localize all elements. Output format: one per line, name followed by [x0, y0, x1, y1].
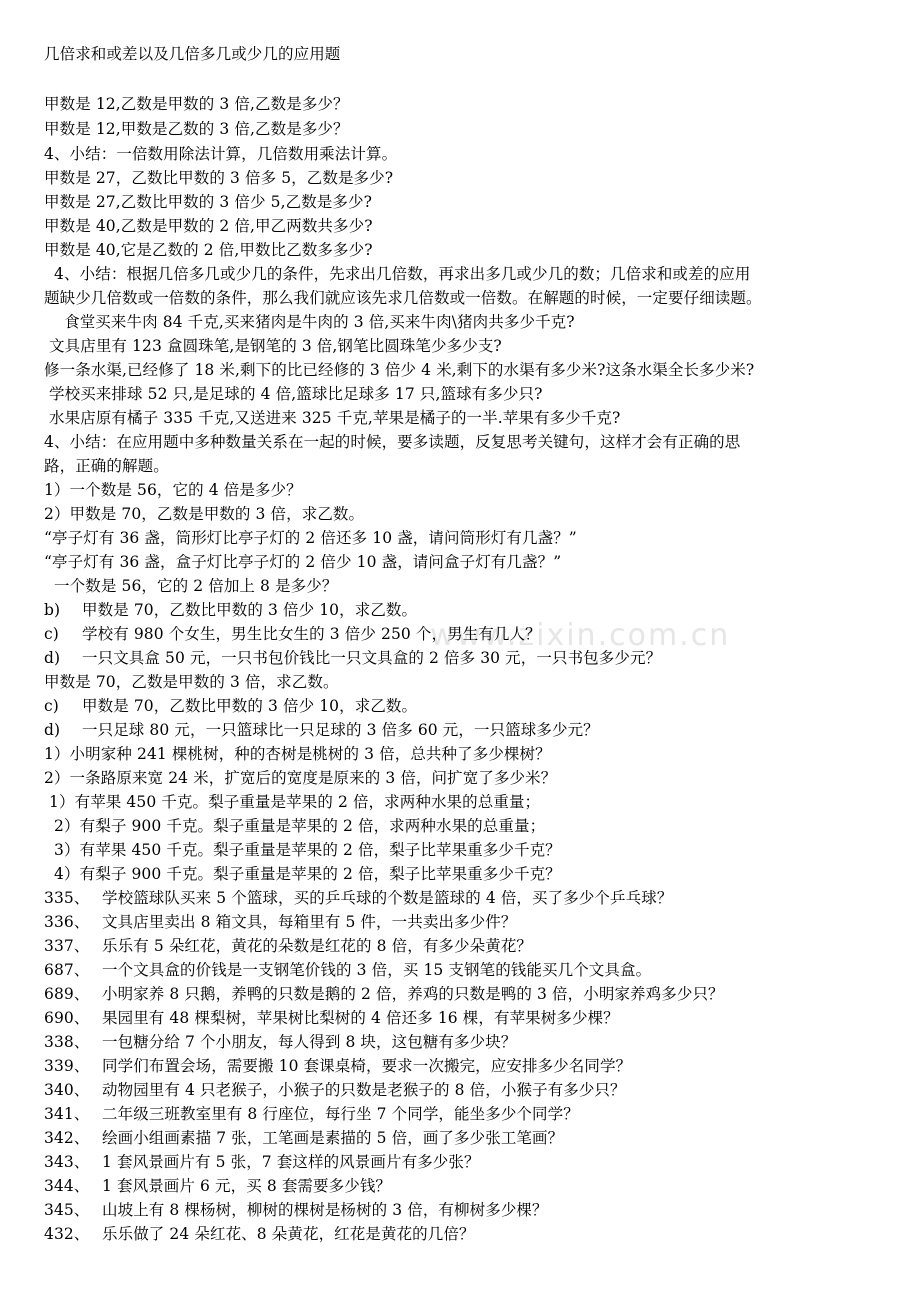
item-number: 339、	[44, 1057, 90, 1075]
numbered-item	[44, 958, 651, 982]
item-text: 一只文具盒 50 元，一只书包价钱比一只文具盒的 2 倍多 30 元，一只书包多少元？	[82, 649, 662, 667]
item-number: 687、	[44, 961, 90, 979]
text-line: 3）有苹果 450 千克。梨子重量是苹果的 2 倍，梨子比苹果重多少千克？	[44, 841, 561, 859]
text-line: 甲数是 27,乙数比甲数的 3 倍少 5,乙数是多少?	[44, 193, 373, 211]
numbered-item	[44, 982, 724, 1006]
item-text: 甲数是 70，乙数比甲数的 3 倍少 10，求乙数。	[82, 601, 418, 619]
text-line: 4、小结：根据几倍多几或少几的条件，先求出几倍数，再求出多几或少几的数；几倍求和或差的应用	[44, 265, 751, 283]
numbered-item	[44, 1078, 626, 1102]
item-text: 文具店里卖出 8 箱文具，每箱里有 5 件，一共卖出多少件？	[102, 913, 517, 931]
lettered-item	[44, 598, 417, 622]
text-line: 修一条水渠,已经修了 18 米,剩下的比已经修的 3 倍少 4 米,剩下的水渠有多少米?这条水渠全长多少米?	[44, 361, 755, 379]
lettered-item	[44, 646, 661, 670]
item-label: b)	[44, 601, 61, 619]
numbered-item	[44, 1030, 516, 1054]
text-line: 4）有梨子 900 千克。梨子重量是苹果的 2 倍，梨子比苹果重多少千克？	[44, 865, 561, 883]
text-line: 甲数是 12,甲数是乙数的 3 倍,乙数是多少？	[44, 120, 349, 138]
numbered-item	[44, 886, 672, 910]
text-line: 甲数是 70，乙数是甲数的 3 倍，求乙数。	[44, 673, 339, 691]
text-line: “亭子灯有 36 盏，盒子灯比亭子灯的 2 倍少 10 盏，请问盒子灯有几盏？”	[44, 553, 562, 571]
text-line: 2）有梨子 900 千克。梨子重量是苹果的 2 倍，求两种水果的总重量；	[44, 817, 546, 835]
item-number: 340、	[44, 1081, 90, 1099]
text-line: 甲数是 27，乙数比甲数的 3 倍多 5，乙数是多少?	[44, 169, 394, 187]
text-line: 4、小结：在应用题中多种数量关系在一起的时候，要多读题，反复思考关键句，这样才会有正确的思	[44, 433, 741, 451]
item-text: 同学们布置会场，需要搬 10 套课桌椅，要求一次搬完，应安排多少名同学？	[102, 1057, 632, 1075]
item-number: 338、	[44, 1033, 90, 1051]
watermark: www.zixin.com.cn	[430, 618, 731, 653]
item-number: 335、	[44, 889, 90, 907]
numbered-item	[44, 1054, 631, 1078]
item-label: c)	[44, 625, 59, 643]
text-line: 甲数是 40,它是乙数的 2 倍,甲数比乙数多多少?	[44, 241, 373, 259]
numbered-item	[44, 1006, 619, 1030]
item-text: 一包糖分给 7 个小朋友，每人得到 8 块，这包糖有多少块？	[102, 1033, 517, 1051]
numbered-item	[44, 934, 532, 958]
text-line: 一个数是 56，它的 2 倍加上 8 是多少？	[44, 577, 338, 595]
lettered-item	[44, 622, 541, 646]
lettered-item	[44, 718, 599, 742]
item-number: 341、	[44, 1105, 90, 1123]
text-line: “亭子灯有 36 盏，筒形灯比亭子灯的 2 倍还多 10 盏，请问筒形灯有几盏？”	[44, 529, 577, 547]
lettered-item	[44, 694, 417, 718]
text-line: 甲数是 12,乙数是甲数的 3 倍,乙数是多少？	[44, 95, 349, 113]
item-text: 一个文具盒的价钱是一支钢笔价钱的 3 倍，买 15 支钢笔的钱能买几个文具盒。	[102, 961, 652, 979]
numbered-item	[44, 1102, 579, 1126]
item-number: 343、	[44, 1153, 90, 1171]
numbered-item	[44, 1150, 480, 1174]
text-line: 2）甲数是 70，乙数是甲数的 3 倍，求乙数。	[44, 505, 365, 523]
text-line: 1）一个数是 56，它的 4 倍是多少？	[44, 481, 302, 499]
item-label: d)	[44, 649, 61, 667]
text-line: 1）小明家种 241 棵桃树，种的杏树是桃树的 3 倍，总共种了多少棵树？	[44, 745, 551, 763]
item-text: 甲数是 70，乙数比甲数的 3 倍少 10，求乙数。	[82, 697, 418, 715]
item-text: 二年级三班教室里有 8 行座位，每行坐 7 个同学，能坐多少个同学？	[102, 1105, 579, 1123]
item-text: 1 套风景画片 6 元，买 8 套需要多少钱？	[102, 1177, 392, 1195]
item-number: 345、	[44, 1201, 90, 1219]
item-text: 1 套风景画片有 5 张，7 套这样的风景画片有多少张？	[102, 1153, 480, 1171]
text-line: 2）一条路原来宽 24 米，扩宽后的宽度是原来的 3 倍，问扩宽了多少米？	[44, 769, 557, 787]
text-line: 1）有苹果 450 千克。梨子重量是苹果的 2 倍，求两种水果的总重量；	[44, 793, 541, 811]
item-text: 果园里有 48 棵梨树，苹果树比梨树的 4 倍还多 16 棵，有苹果树多少棵？	[102, 1009, 619, 1027]
item-text: 学校篮球队买来 5 个篮球，买的乒乓球的个数是篮球的 4 倍，买了多少个乒乓球？	[102, 889, 673, 907]
item-text: 乐乐做了 24 朵红花、8 朵黄花，红花是黄花的几倍？	[102, 1225, 475, 1243]
text-line: 食堂买来牛肉 84 千克,买来猪肉是牛肉的 3 倍,买来牛肉\猪肉共多少千克?	[44, 313, 575, 331]
item-text: 乐乐有 5 朵红花，黄花的朵数是红花的 8 倍，有多少朵黄花？	[102, 937, 533, 955]
item-label: c)	[44, 697, 59, 715]
text-line: 水果店原有橘子 335 千克,又送进来 325 千克,苹果是橘子的一半.苹果有多少千克?	[44, 409, 621, 427]
text-line: 学校买来排球 52 只,是足球的 4 倍,篮球比足球多 17 只,篮球有多少只?	[44, 385, 543, 403]
numbered-item	[44, 910, 516, 934]
item-number: 689、	[44, 985, 90, 1003]
item-number: 344、	[44, 1177, 90, 1195]
item-text: 一只足球 80 元，一只篮球比一只足球的 3 倍多 60 元，一只篮球多少元？	[82, 721, 599, 739]
item-number: 690、	[44, 1009, 90, 1027]
item-number: 432、	[44, 1225, 90, 1243]
item-text: 小明家养 8 只鹅，养鸭的只数是鹅的 2 倍，养鸡的只数是鸭的 3 倍，小明家养鸡多少只？	[102, 985, 724, 1003]
item-number: 336、	[44, 913, 90, 931]
item-text: 绘画小组画素描 7 张，工笔画是素描的 5 倍，画了多少张工笔画？	[102, 1129, 564, 1147]
text-line: 4、小结：一倍数用除法计算，几倍数用乘法计算。	[44, 145, 398, 163]
numbered-item	[44, 1174, 391, 1198]
numbered-item	[44, 1198, 548, 1222]
item-text: 学校有 980 个女生，男生比女生的 3 倍少 250 个，男生有几人？	[82, 625, 541, 643]
item-text: 动物园里有 4 只老猴子，小猴子的只数是老猴子的 8 倍，小猴子有多少只？	[102, 1081, 626, 1099]
text-line: 甲数是 40,乙数是甲数的 2 倍,甲乙两数共多少?	[44, 217, 373, 235]
document-title: 几倍求和或差以及几倍多几或少几的应用题	[44, 45, 341, 63]
numbered-item	[44, 1222, 475, 1246]
item-label: d)	[44, 721, 61, 739]
text-line: 题缺少几倍数或一倍数的条件，那么我们就应该先求几倍数或一倍数。在解题的时候，一定要仔细读题。	[44, 289, 762, 307]
item-text: 山坡上有 8 棵杨树，柳树的棵树是杨树的 3 倍，有柳树多少棵？	[102, 1201, 548, 1219]
item-number: 337、	[44, 937, 90, 955]
text-line: 文具店里有 123 盒圆珠笔,是钢笔的 3 倍,钢笔比圆珠笔少多少支?	[44, 337, 502, 355]
text-line: 路，正确的解题。	[44, 457, 169, 475]
numbered-item	[44, 1126, 563, 1150]
item-number: 342、	[44, 1129, 90, 1147]
